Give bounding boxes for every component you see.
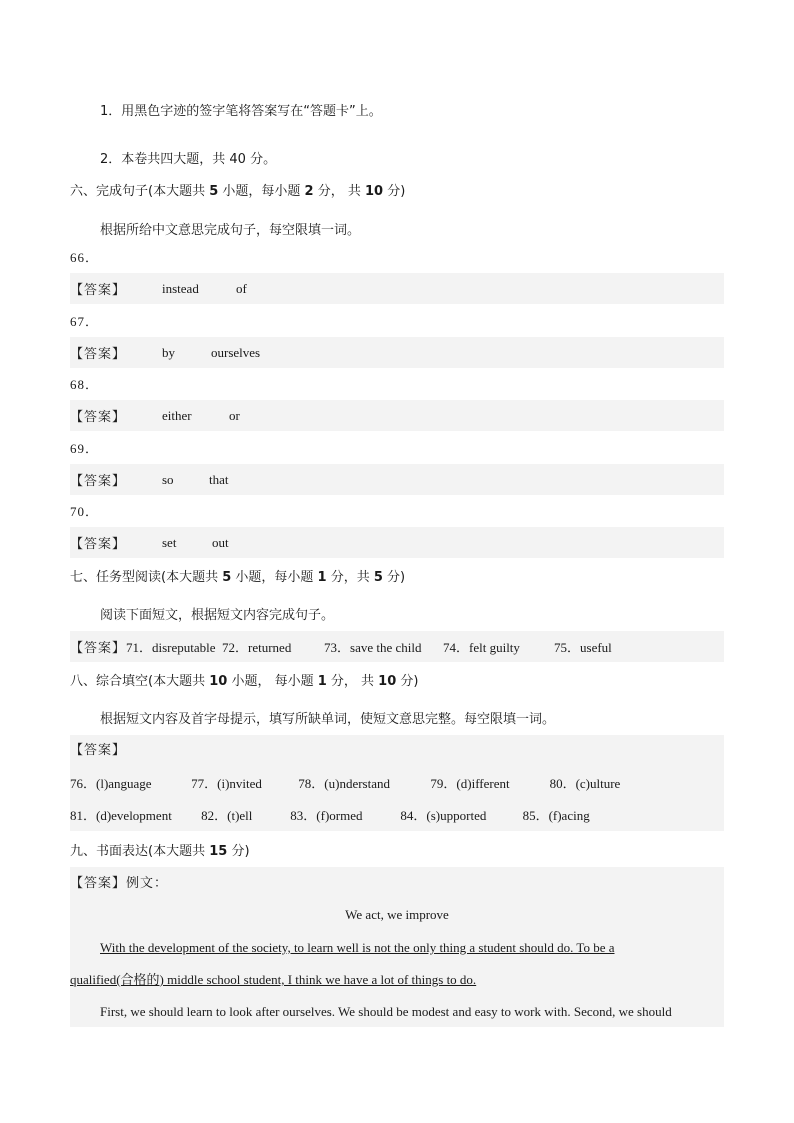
- answer-74: 74．felt guilty: [443, 640, 520, 655]
- answer-label: 【答案】: [70, 410, 127, 425]
- note-2: 2．本卷共四大题，共 40 分。: [100, 152, 277, 167]
- answer-label: 【答案】: [70, 743, 127, 758]
- note-1: 1．用黑色字迹的签字笔将答案写在“答题卡”上。: [100, 104, 382, 119]
- answer-word: out: [212, 534, 229, 550]
- answer-label: 【答案】: [70, 641, 127, 656]
- essay-paragraph-2-line-1: First, we should learn to look after ourselves. We should be modest and easy to work with. Second, we should: [100, 1004, 672, 1019]
- answer-79: 79．(d)ifferent: [430, 776, 510, 791]
- answer-word: by: [162, 344, 175, 360]
- section-7-instruction: 阅读下面短文，根据短文内容完成句子。: [100, 608, 335, 623]
- answer-77: 77．(i)nvited: [191, 776, 262, 791]
- answer-80: 80．(c)ulture: [549, 776, 621, 791]
- answer-81: 81．(d)evelopment: [70, 808, 172, 823]
- section-8-instruction: 根据短文内容及首字母提示，填写所缺单词，使短文意思完整。每空限填一词。: [100, 712, 556, 727]
- section-6-instruction: 根据所给中文意思完成句子，每空限填一词。: [100, 223, 361, 238]
- answer-word: set: [162, 534, 177, 550]
- essay-paragraph-1-line-2: qualified(合格的) middle school student, I think we have a lot of things to do.: [70, 972, 477, 987]
- answer-word: so: [162, 471, 174, 487]
- answer-word: instead: [162, 280, 199, 296]
- answer-84: 84．(s)upported: [400, 808, 487, 823]
- answer-82: 82．(t)ell: [201, 808, 253, 823]
- answer-73: 73．save the child: [324, 640, 422, 655]
- answer-78: 78．(u)nderstand: [298, 776, 390, 791]
- answer-72: 72．returned: [222, 640, 292, 655]
- answer-83: 83．(f)ormed: [290, 808, 363, 823]
- answer-71: 71．disreputable: [126, 640, 216, 655]
- item-68-number: 68．: [70, 377, 100, 392]
- section-8-title: 八、综合填空(本大题共 10 小题， 每小题 1 分， 共 10 分): [70, 674, 419, 689]
- item-70-number: 70．: [70, 504, 100, 519]
- answer-row-67: [70, 337, 724, 368]
- answer-word: that: [209, 471, 229, 487]
- essay-title: We act, we improve: [345, 907, 449, 922]
- answer-row-71-75: [70, 631, 724, 662]
- answer-76: 76．(l)anguage: [70, 776, 152, 791]
- answer-row-76-80: [70, 776, 620, 793]
- answer-row-81-85: [70, 808, 590, 825]
- answer-75: 75．useful: [554, 640, 612, 655]
- section-7-title: 七、任务型阅读(本大题共 5 小题，每小题 1 分，共 5 分): [70, 570, 406, 585]
- answer-label: 【答案】: [70, 347, 127, 362]
- answer-85: 85．(f)acing: [522, 808, 590, 823]
- answer-label: 【答案】: [70, 283, 127, 298]
- answer-row-66: [70, 273, 724, 304]
- answer-word: ourselves: [211, 344, 261, 360]
- answer-word: of: [236, 280, 247, 296]
- answer-word: or: [229, 407, 240, 423]
- section-6-title: 六、完成句子(本大题共 5 小题，每小题 2 分， 共 10 分): [70, 184, 406, 199]
- answer-row-70: [70, 527, 724, 558]
- answer-label: 【答案】: [70, 474, 127, 489]
- item-66-number: 66．: [70, 250, 100, 265]
- essay-answer-label: 【答案】例文：: [70, 876, 169, 891]
- item-67-number: 67．: [70, 314, 100, 329]
- essay-paragraph-1-line-1: With the development of the society, to learn well is not the only thing a student should do. To be a: [100, 940, 615, 955]
- answer-word: either: [162, 407, 192, 423]
- item-69-number: 69．: [70, 441, 100, 456]
- answer-row-68: [70, 400, 724, 431]
- section-9-title: 九、书面表达(本大题共 15 分): [70, 844, 250, 859]
- answer-row-69: [70, 464, 724, 495]
- answer-label: 【答案】: [70, 537, 127, 552]
